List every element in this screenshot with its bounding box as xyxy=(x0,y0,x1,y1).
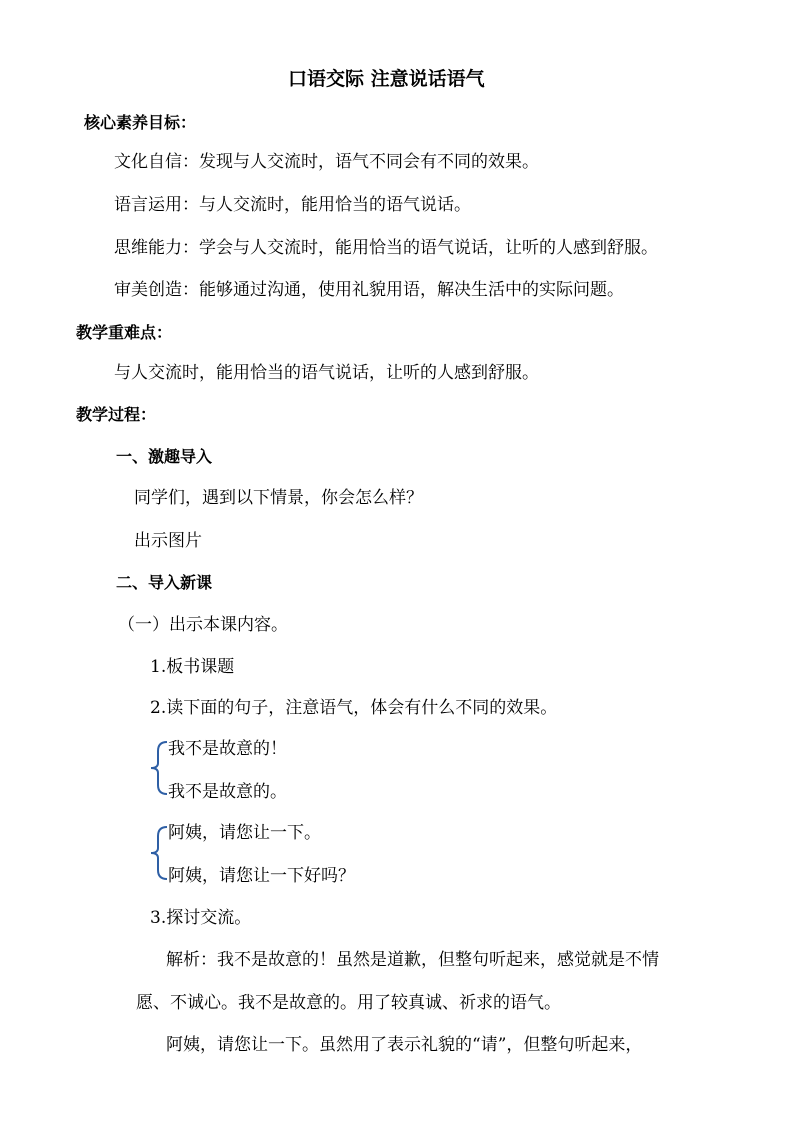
analysis-line: 解析：我不是故意的！虽然是道歉，但整句听起来，感觉就是不情 xyxy=(166,950,659,970)
step-3: 3.探讨交流。 xyxy=(150,908,252,928)
left-brace-icon xyxy=(150,826,168,880)
section2-sub1: （一）出示本课内容。 xyxy=(118,615,288,635)
analysis-line: 愿、不诚心。我不是故意的。用了较真诚、祈求的语气。 xyxy=(136,993,561,1013)
sentence-pair2-a: 阿姨，请您让一下。 xyxy=(168,823,321,843)
section1-line: 出示图片 xyxy=(134,531,202,551)
step-1: 1.板书课题 xyxy=(150,657,235,677)
core-goal-item: 思维能力：学会与人交流时，能用恰当的语气说话，让听的人感到舒服。 xyxy=(114,238,658,258)
left-brace-icon xyxy=(150,741,168,795)
key-points-heading: 教学重难点： xyxy=(76,323,173,342)
section1-line: 同学们，遇到以下情景，你会怎么样？ xyxy=(134,488,423,508)
section1-heading: 一、激趣导入 xyxy=(116,447,213,466)
section2-heading: 二、导入新课 xyxy=(116,573,213,592)
document-title: 口语交际 注意说话语气 xyxy=(288,68,485,90)
core-goal-item: 文化自信：发现与人交流时，语气不同会有不同的效果。 xyxy=(114,152,539,172)
analysis-line: 阿姨，请您让一下。虽然用了表示礼貌的“请”，但整句听起来， xyxy=(166,1035,643,1055)
step-2: 2.读下面的句子，注意语气，体会有什么不同的效果。 xyxy=(150,698,558,718)
core-goals-heading: 核心素养目标： xyxy=(84,113,197,132)
sentence-pair1-a: 我不是故意的！ xyxy=(168,739,287,759)
key-points-text: 与人交流时，能用恰当的语气说话，让听的人感到舒服。 xyxy=(114,363,539,383)
sentence-pair2-b: 阿姨，请您让一下好吗？ xyxy=(168,866,355,886)
sentence-pair1-b: 我不是故意的。 xyxy=(168,782,287,802)
process-heading: 教学过程： xyxy=(76,405,157,424)
core-goal-item: 审美创造：能够通过沟通，使用礼貌用语，解决生活中的实际问题。 xyxy=(114,280,624,300)
core-goal-item: 语言运用：与人交流时，能用恰当的语气说话。 xyxy=(114,195,471,215)
